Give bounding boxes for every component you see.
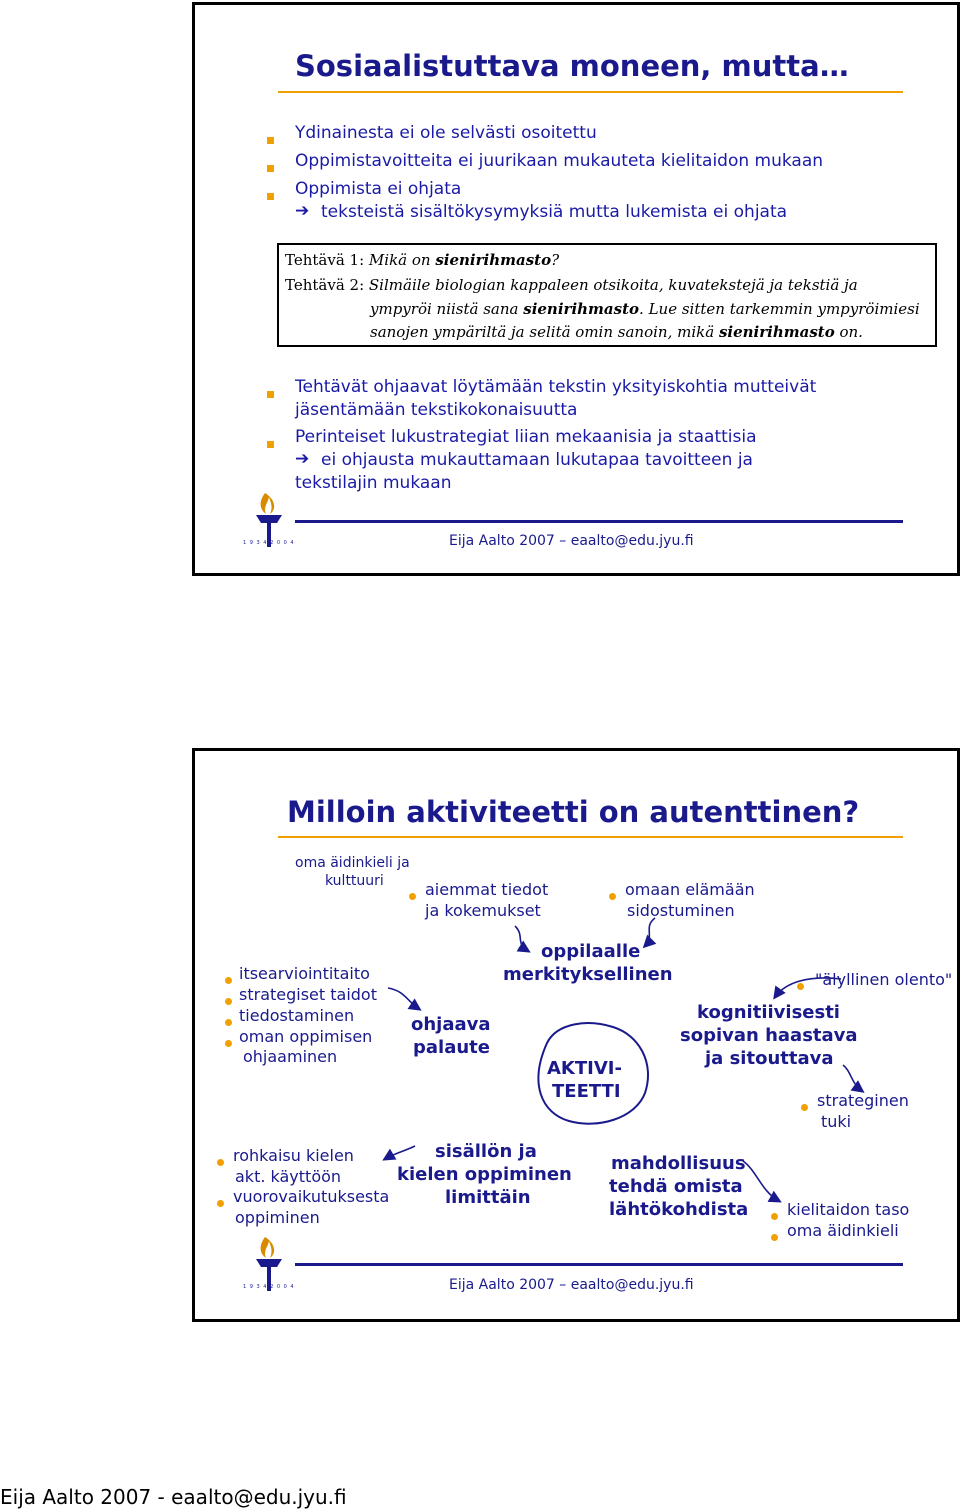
meaning-line-2: merkityksellinen [503,964,673,985]
level-line-1: kielitaidon taso [787,1200,910,1219]
bullet-dot-icon [225,1011,232,1030]
bullet-4-line-2: jäsentämään tekstikokonaisuutta [295,400,578,420]
possibility-line-1: mahdollisuus [611,1153,746,1174]
cognitive-line-3: ja sitouttava [705,1048,834,1069]
task-2-text-2a: ympyröi niistä sana [370,300,524,318]
prior-line-1: aiemmat tiedot [425,880,549,899]
arrow-level [743,1161,779,1201]
arrow-strategic [843,1065,862,1091]
content-line-1: sisällön ja [435,1141,537,1162]
bullet-square-icon [267,433,274,452]
encourage-line-2: akt. käyttöön [235,1167,342,1186]
bullet-3: Oppimista ei ohjata [295,179,462,199]
culture-line-2: kulttuuri [325,873,384,889]
bullet-dot-icon [217,1192,224,1211]
prior-line-2: ja kokemukset [425,901,541,920]
bullet-square-icon [267,185,274,204]
content-line-2: kielen oppiminen [397,1164,572,1185]
feedback-line-1: ohjaava [411,1014,491,1035]
bullet-4-line-1: Tehtävät ohjaavat löytämään tekstin yksityiskohtia mutteivät [295,377,817,397]
arrow-encourage [385,1146,415,1159]
task-2-text-2b: . Lue sitten tarkemmin ympyröimiesi [639,300,920,318]
bullet-2: Oppimistavoitteita ei juurikaan mukauteta kielitaidon mukaan [295,151,824,171]
task-2-line-3 [370,323,863,341]
bullet-dot-icon [771,1226,778,1245]
level-line-2: oma äidinkieli [787,1221,899,1240]
logo-years: 1 9 3 4 2 0 0 4 [243,1284,295,1290]
task-2-keyword-2: sienirihmasto [718,323,835,341]
intelligent-label: "älyllinen olento" [815,970,953,989]
cognitive-line-2: sopivan haastava [680,1025,858,1046]
life-line-1: omaan elämään [625,880,755,899]
interaction-line-1: vuorovaikutuksesta [233,1187,390,1206]
interaction-line-2: oppiminen [235,1208,320,1227]
center-line-1: AKTIVI- [547,1058,622,1079]
task-1-prefix: Tehtävä 1: [285,251,369,269]
arrow-line-2b: tekstilajin mukaan [295,473,452,493]
bullet-dot-icon [225,969,232,988]
slide-2-footer: Eija Aalto 2007 – eaalto@edu.jyu.fi [449,1277,694,1293]
logo-years: 1 9 3 4 2 0 0 4 [243,540,295,546]
meaning-line-1: oppilaalle [541,941,641,962]
task-1-keyword: sienirihmasto [435,251,552,269]
task-1-question: Mikä on [368,251,436,269]
title-rule [278,91,903,93]
arrow-right-icon: ➔ [295,201,310,221]
task-2-keyword-1: sienirihmasto [523,300,640,318]
task-2-text-1: Silmäile biologian kappaleen otsikoita, kuvatekstejä ja tekstiä ja [368,276,858,294]
self-item-1: itsearviointitaito [239,964,370,983]
bullet-dot-icon [771,1205,778,1224]
self-item-3: tiedostaminen [239,1006,355,1025]
task-2-line-2 [370,300,920,318]
strategic-line-2: tuki [821,1112,852,1131]
task-2-text-3a: sanojen ympäriltä ja selitä omin sanoin, mikä [370,323,719,341]
page-footer: Eija Aalto 2007 - eaalto@edu.jyu.fi [0,1485,347,1509]
bullet-5: Perinteiset lukustrategiat liian mekaanisia ja staattisia [295,427,757,447]
self-item-2: strategiset taidot [239,985,377,1004]
bullet-dot-icon [797,975,804,994]
slide-1-title: Sosiaalistuttava moneen, mutta… [295,49,849,83]
bullet-1: Ydinainesta ei ole selvästi osoitettu [295,123,597,143]
self-item-4: oman oppimisen [239,1027,373,1046]
possibility-line-2: tehdä omista [609,1176,743,1197]
bullet-square-icon [267,157,274,176]
slide-2 [192,748,960,1322]
content-line-3: limittäin [445,1187,531,1208]
bullet-square-icon [267,129,274,148]
arrow-right-icon: ➔ [295,449,310,469]
footer-rule [295,1263,903,1266]
encourage-line-1: rohkaisu kielen [233,1146,354,1165]
feedback-line-2: palaute [413,1037,490,1058]
self-item-5: ohjaaminen [243,1047,338,1066]
bullet-dot-icon [409,885,416,904]
bullet-dot-icon [217,1151,224,1170]
cognitive-line-1: kognitiivisesti [697,1002,840,1023]
slide-2-title: Milloin aktiviteetti on autenttinen? [287,795,860,829]
task-1 [285,251,559,269]
task-2-text-3b: on. [834,323,863,341]
task-2-prefix: Tehtävä 2: [285,276,369,294]
bullet-dot-icon [609,885,616,904]
task-2-line-1 [285,276,858,294]
strategic-line-1: strateginen [817,1091,909,1110]
slide-1 [192,2,960,576]
arrow-line-1: teksteistä sisältökysymyksiä mutta lukemista ei ohjata [321,202,788,222]
footer-rule [295,520,903,523]
task-1-end: ? [551,251,560,269]
slide-1-footer: Eija Aalto 2007 – eaalto@edu.jyu.fi [449,533,694,549]
life-line-2: sidostuminen [627,901,735,920]
bullet-square-icon [267,383,274,402]
culture-line-1: oma äidinkieli ja [295,855,410,871]
bullet-dot-icon [801,1096,808,1115]
center-line-2: TEETTI [552,1081,621,1102]
bullet-dot-icon [225,1032,232,1051]
arrow-line-2a: ei ohjausta mukauttamaan lukutapaa tavoitteen ja [321,450,753,470]
possibility-line-3: lähtökohdista [609,1199,749,1220]
arrow-life [645,918,655,946]
bullet-dot-icon [225,990,232,1009]
arrow-self [388,988,419,1009]
arrow-prior [515,926,528,951]
